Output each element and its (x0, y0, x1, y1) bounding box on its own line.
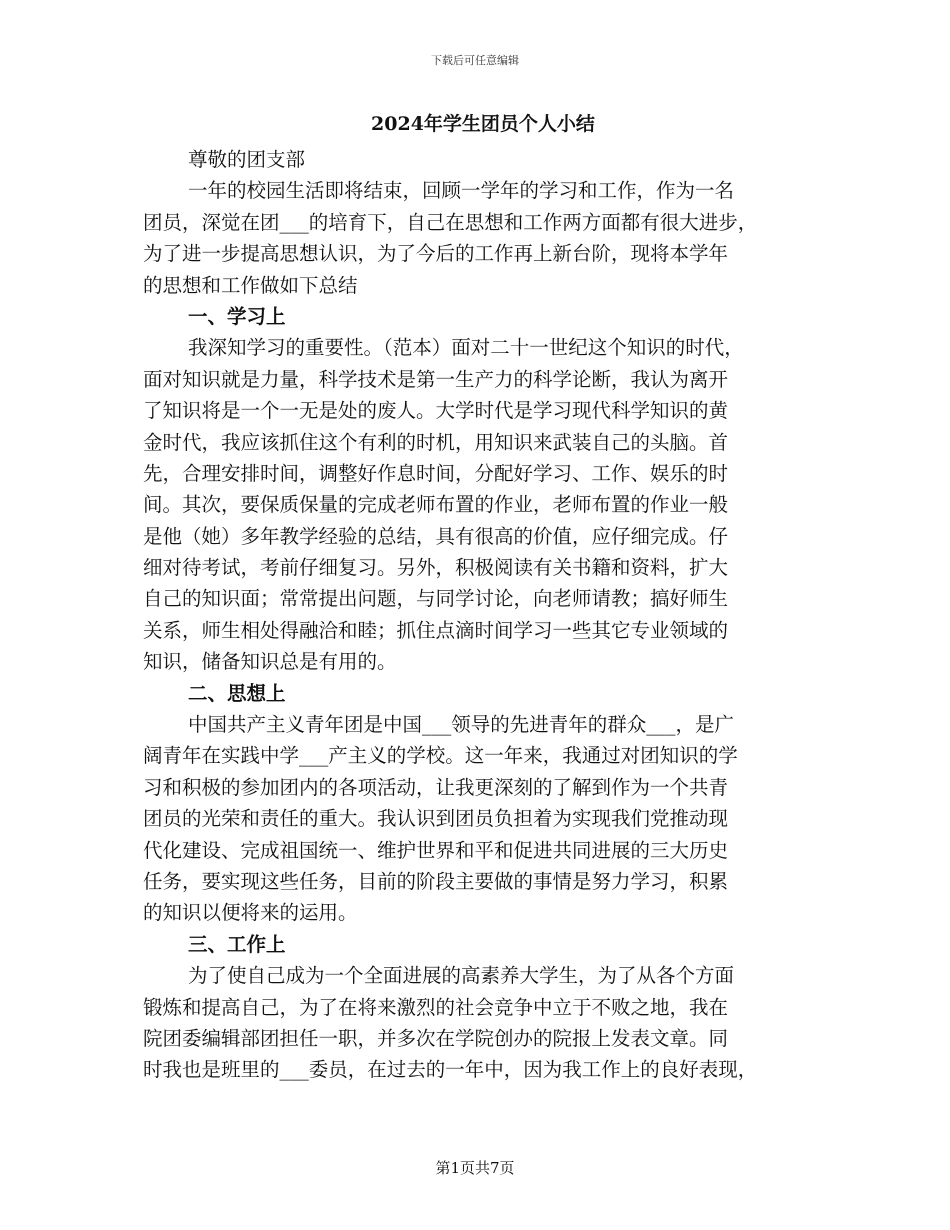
paragraph-line: 细对待考试，考前仔细复习。另外，积极阅读有关书籍和资料，扩大 (143, 556, 729, 580)
paragraph-line: 自己的知识面；常常提出问题，与同学讨论，向老师请教；搞好师生 (143, 587, 729, 611)
paragraph-line: 面对知识就是力量，科学技术是第一生产力的科学论断，我认为离开 (143, 367, 729, 391)
paragraph-line: 先，合理安排时间，调整好作息时间，分配好学习、工作、娱乐的时 (143, 461, 729, 485)
paragraph-line: 中国共产主义青年团是中国___领导的先进青年的群众___，是广 (188, 713, 735, 737)
paragraph-line: 关系，师生相处得融洽和睦；抓住点滴时间学习一些其它专业领域的 (143, 618, 729, 642)
document-body (143, 108, 823, 1086)
paragraph-line: 院团委编辑部团担任一职，并多次在学院创办的院报上发表文章。同 (143, 1026, 729, 1050)
paragraph-line: 金时代，我应该抓住这个有利的时机，用知识来武装自己的头脑。首 (143, 430, 729, 454)
paragraph-line: 我深知学习的重要性。（范本）面对二十一世纪这个知识的时代， (188, 336, 744, 360)
document-title: 2024年学生团员个人小结 (371, 113, 595, 135)
page-footer-number: 第1页共7页 (435, 1159, 515, 1177)
paragraph-line: 是他（她）多年教学经验的总结，具有很高的价值，应仔细完成。仔 (143, 524, 729, 548)
document-lines (143, 144, 823, 1086)
section-heading: 三、工作上 (188, 932, 286, 956)
paragraph-line: 间。其次，要保质保量的完成老师布置的作业，老师布置的作业一般 (143, 493, 729, 517)
paragraph-line: 为了进一步提高思想认识，为了今后的工作再上新台阶，现将本学年 (143, 242, 729, 266)
paragraph-line: 团员，深觉在团___的培育下，自己在思想和工作两方面都有很大进步， (143, 210, 758, 234)
paragraph-line: 阔青年在实践中学___产主义的学校。这一年来，我通过对团知识的学 (143, 744, 738, 768)
paragraph-line: 代化建设、完成祖国统一、维护世界和平和促进共同进展的三大历史 (143, 838, 729, 862)
paragraph-line: 任务，要实现这些任务，目前的阶段主要做的事情是努力学习，积累 (143, 869, 729, 893)
paragraph-line: 的思想和工作做如下总结 (143, 273, 358, 297)
paragraph-line: 锻炼和提高自己，为了在将来激烈的社会竞争中立于不败之地，我在 (143, 995, 729, 1019)
section-heading: 一、学习上 (188, 304, 286, 328)
page-header-note: 下载后可任意编辑 (431, 54, 519, 67)
paragraph-line: 习和积极的参加团内的各项活动，让我更深刻的了解到作为一个共青 (143, 775, 729, 799)
paragraph-line: 了知识将是一个一无是处的废人。大学时代是学习现代科学知识的黄 (143, 399, 729, 423)
paragraph-line: 时我也是班里的___委员，在过去的一年中，因为我工作上的良好表现， (143, 1058, 758, 1082)
paragraph-line: 为了使自己成为一个全面进展的高素养大学生，为了从各个方面 (188, 964, 735, 988)
section-heading: 二、思想上 (188, 681, 286, 705)
paragraph-line: 一年的校园生活即将结束，回顾一学年的学习和工作，作为一名 (188, 179, 735, 203)
paragraph-line: 知识，储备知识总是有用的。 (143, 650, 397, 674)
paragraph-line: 的知识以便将来的运用。 (143, 901, 358, 925)
paragraph-line: 团员的光荣和责任的重大。我认识到团员负担着为实现我们党推动现 (143, 807, 729, 831)
paragraph-line: 尊敬的团支部 (188, 148, 306, 171)
